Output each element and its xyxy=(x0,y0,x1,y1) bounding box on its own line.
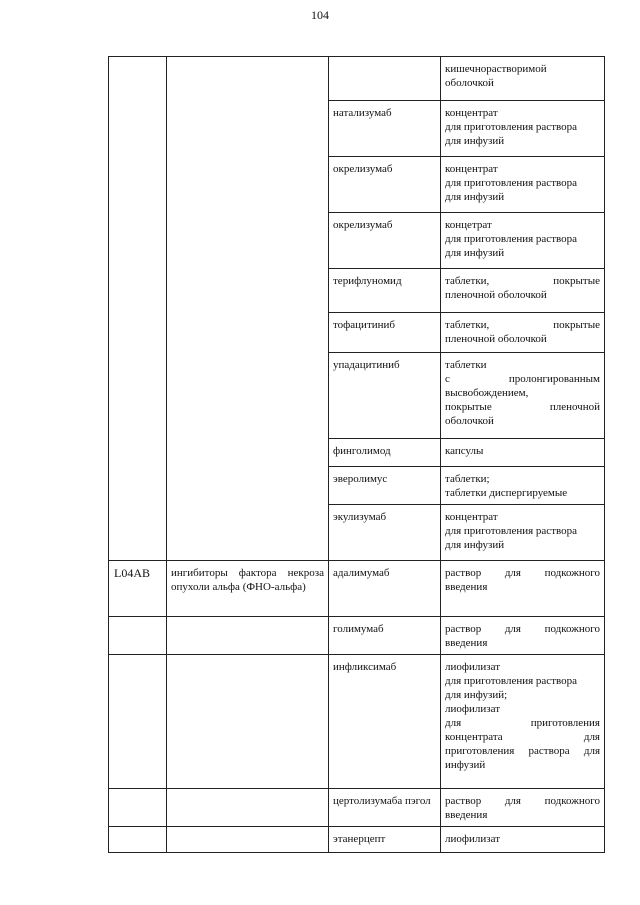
dosage-form-cell xyxy=(441,789,605,827)
group-name-cell: ингибиторы фактора некроза опухоли альфа (ФНО-альфа) xyxy=(167,561,329,617)
dosage-form-cell xyxy=(441,157,605,213)
page-number: 104 xyxy=(311,8,329,22)
drug-name-cell: финголимод xyxy=(329,439,441,467)
dosage-form-line: таблетки xyxy=(445,359,487,371)
drug-name-cell: голимумаб xyxy=(329,617,441,655)
dosage-form-line: для приготовления раствора xyxy=(445,675,577,687)
drug-table xyxy=(108,56,605,853)
atc-code-cell xyxy=(109,655,167,789)
dosage-form-cell xyxy=(441,101,605,157)
dosage-form-line: высвобождением, xyxy=(445,387,529,399)
drug-name-cell: инфликсимаб xyxy=(329,655,441,789)
dosage-form-line: оболочкой xyxy=(445,415,494,427)
table-row xyxy=(109,655,605,789)
dosage-form-line: концентрата для xyxy=(445,731,600,743)
dosage-form-line: лиофилизат xyxy=(445,833,501,845)
drug-name-cell: упадацитиниб xyxy=(329,353,441,439)
dosage-form-line: концентрат xyxy=(445,107,498,119)
atc-code-cell xyxy=(109,57,167,561)
dosage-form-line: введения xyxy=(445,581,488,593)
dosage-form-line: приготовления раствора для xyxy=(445,745,600,757)
dosage-form-line: капсулы xyxy=(445,445,484,457)
dosage-form-cell xyxy=(441,827,605,853)
drug-name-cell: окрелизумаб xyxy=(329,213,441,269)
atc-code-cell xyxy=(109,827,167,853)
dosage-form-line: для инфузий xyxy=(445,539,505,551)
dosage-form-line: для инфузий xyxy=(445,135,505,147)
dosage-form-line: инфузий xyxy=(445,759,486,771)
dosage-form-line: введения xyxy=(445,637,488,649)
group-name-cell xyxy=(167,655,329,789)
dosage-form-line: лиофилизат xyxy=(445,703,501,715)
dosage-form-line: с пролонгированным xyxy=(445,373,600,385)
dosage-form-cell xyxy=(441,505,605,561)
dosage-form-line: раствор для подкожного xyxy=(445,623,600,635)
dosage-form-cell xyxy=(441,213,605,269)
dosage-form-line: раствор для подкожного xyxy=(445,795,600,807)
dosage-form-cell xyxy=(441,353,605,439)
dosage-form-cell xyxy=(441,617,605,655)
group-name-cell xyxy=(167,57,329,561)
dosage-form-line: таблетки; xyxy=(445,473,490,485)
dosage-form-line: покрытые пленочной xyxy=(445,401,600,413)
drug-name-cell: этанерцепт xyxy=(329,827,441,853)
dosage-form-line: пленочной оболочкой xyxy=(445,289,547,301)
dosage-form-line: концетрат xyxy=(445,219,492,231)
atc-code-cell: L04AB xyxy=(109,561,167,617)
table-row xyxy=(109,789,605,827)
dosage-form-line: для приготовления раствора xyxy=(445,177,577,189)
dosage-form-line: концентрат xyxy=(445,511,498,523)
dosage-form-line: для приготовления раствора xyxy=(445,121,577,133)
table-row xyxy=(109,827,605,853)
dosage-form-line: лиофилизат xyxy=(445,661,501,673)
drug-name-cell: терифлуномид xyxy=(329,269,441,313)
atc-code-cell xyxy=(109,789,167,827)
dosage-form-line: для приготовления xyxy=(445,717,600,729)
table-body xyxy=(109,57,605,853)
dosage-form-line: для инфузий xyxy=(445,191,505,203)
dosage-form-line: таблетки, покрытые xyxy=(445,319,600,331)
drug-name-cell: адалимумаб xyxy=(329,561,441,617)
drug-name-cell: эверолимус xyxy=(329,467,441,505)
drug-name-cell: тофацитиниб xyxy=(329,313,441,353)
group-name-cell xyxy=(167,789,329,827)
table-row xyxy=(109,617,605,655)
dosage-form-line: для инфузий xyxy=(445,247,505,259)
dosage-form-line: введения xyxy=(445,809,488,821)
dosage-form-cell xyxy=(441,467,605,505)
drug-name-cell: натализумаб xyxy=(329,101,441,157)
drug-name-cell: цертолизумаба пэгол xyxy=(329,789,441,827)
atc-code-cell xyxy=(109,617,167,655)
dosage-form-line: кишечнорастворимой xyxy=(445,63,547,75)
dosage-form-cell xyxy=(441,561,605,617)
dosage-form-line: оболочкой xyxy=(445,77,494,89)
drug-name-cell: экулизумаб xyxy=(329,505,441,561)
dosage-form-cell xyxy=(441,57,605,101)
dosage-form-line: концентрат xyxy=(445,163,498,175)
group-name-cell xyxy=(167,617,329,655)
dosage-form-cell xyxy=(441,655,605,789)
dosage-form-line: раствор для подкожного xyxy=(445,567,600,579)
group-name-cell xyxy=(167,827,329,853)
dosage-form-cell xyxy=(441,313,605,353)
drug-name-cell: окрелизумаб xyxy=(329,157,441,213)
dosage-form-cell xyxy=(441,269,605,313)
dosage-form-cell xyxy=(441,439,605,467)
drug-name-cell xyxy=(329,57,441,101)
dosage-form-line: для приготовления раствора xyxy=(445,525,577,537)
dosage-form-line: таблетки, покрытые xyxy=(445,275,600,287)
dosage-form-line: для инфузий; xyxy=(445,689,508,701)
dosage-form-line: для приготовления раствора xyxy=(445,233,577,245)
dosage-form-line: таблетки диспергируемые xyxy=(445,487,568,499)
dosage-form-line: пленочной оболочкой xyxy=(445,333,547,345)
table-row xyxy=(109,57,605,101)
table-row xyxy=(109,561,605,617)
